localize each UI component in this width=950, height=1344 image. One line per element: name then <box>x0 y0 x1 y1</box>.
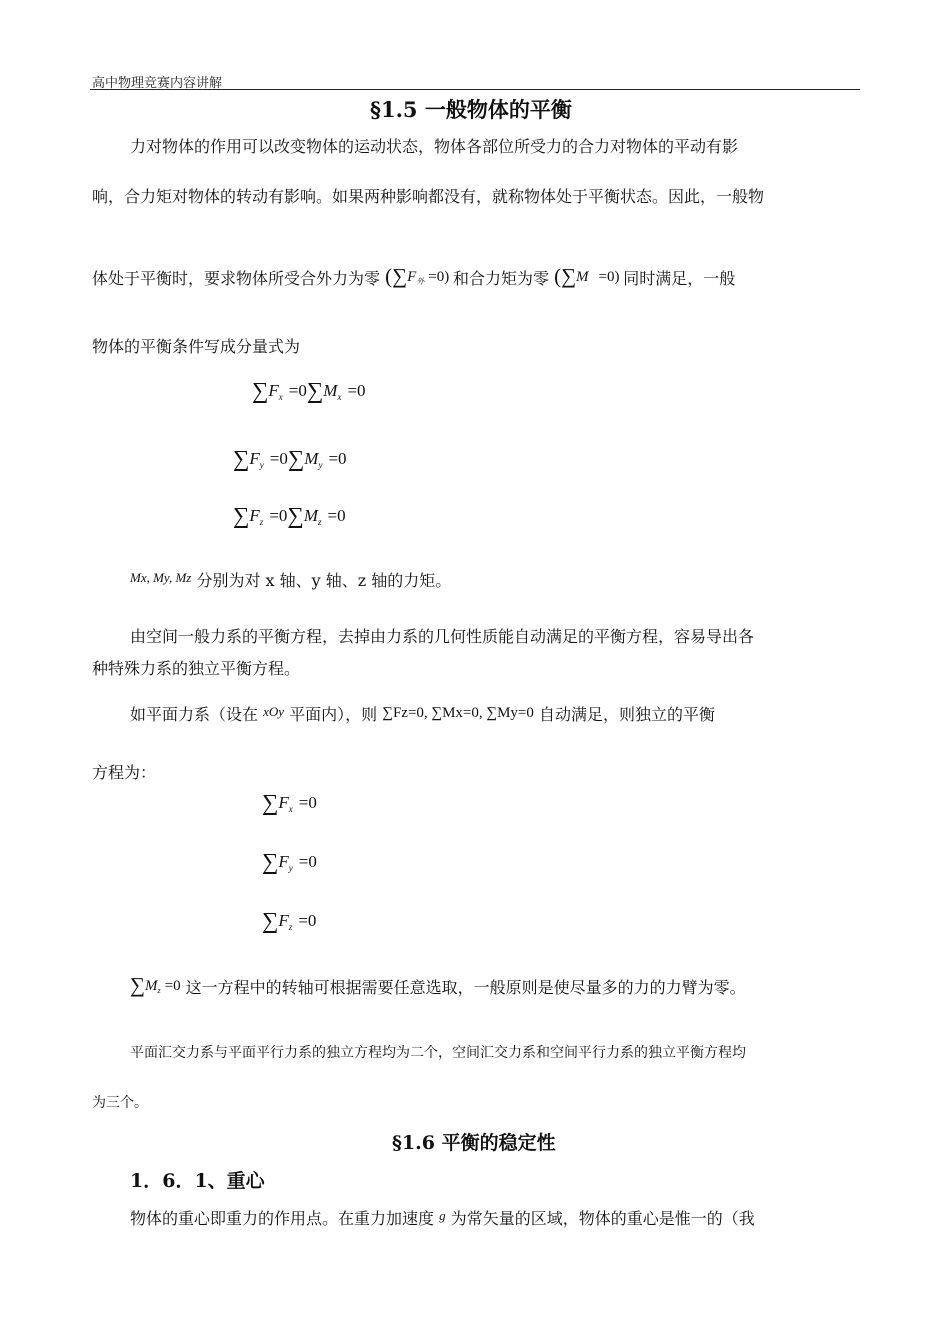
net-moment-zero-equation <box>554 264 623 288</box>
rhs: =0 <box>298 793 317 812</box>
rhs: =0 <box>269 449 288 468</box>
text-segment: 分别为对 x 轴、y 轴、z 轴的力矩。 <box>196 571 452 590</box>
sigma-symbol: ∑ <box>287 446 305 471</box>
moment-symbols: Mx, My, Mz <box>130 570 192 585</box>
rhs: =0 <box>327 506 346 525</box>
running-header: 高中物理竞赛内容讲解 <box>92 76 223 91</box>
header-rule <box>90 89 860 90</box>
net-force-zero-equation <box>385 264 453 288</box>
rhs: =0 <box>298 911 317 930</box>
paragraph-line: 响，合力矩对物体的转动有影响。如果两种影响都没有，就称物体处于平衡状态。因此，一般物 <box>92 187 765 206</box>
text-segment: 同时满足，一般 <box>623 269 736 288</box>
subscript: z <box>288 922 293 932</box>
text-segment: 这一方程中的转轴可根据需要任意选取，一般原则是使尽量多的力的力臂为零。 <box>185 978 746 997</box>
auto-satisfied-equations: ∑Fz=0, ∑Mx=0, ∑My=0 <box>382 705 534 721</box>
var: F <box>278 852 289 871</box>
plane-label: xOy <box>263 704 285 719</box>
var: F <box>249 449 260 468</box>
sigma-symbol: ∑ <box>233 446 250 471</box>
subscript: z <box>157 986 161 995</box>
rhs: =0 <box>288 381 307 400</box>
sigma-symbol: ∑ <box>233 503 250 528</box>
section-title-1-5: §1.5 一般物体的平衡 <box>370 97 572 122</box>
paragraph-line: 方程为： <box>92 763 157 782</box>
paragraph-line: 物体的平衡条件写成分量式为 <box>92 337 301 356</box>
subscript: 外 <box>416 277 425 286</box>
rhs: =0 <box>347 381 366 400</box>
paragraph-line <box>130 1206 755 1229</box>
sigma-symbol: (∑ <box>554 264 577 288</box>
sigma-symbol: ∑ <box>252 378 269 403</box>
note-line: 平面汇交力系与平面平行力系的独立方程均为二个，空间汇交力系和空间平行力系的独立平衡方程均 <box>130 1045 746 1061</box>
rhs: =0 <box>298 852 317 871</box>
subscript: z <box>317 517 322 527</box>
note-line: 为三个。 <box>92 1095 148 1111</box>
var: M <box>304 449 319 468</box>
rhs: =0) <box>598 269 620 285</box>
paragraph-line-with-equations <box>92 264 735 289</box>
equation-row-x <box>252 378 366 404</box>
var: F <box>278 911 289 930</box>
moments-definition-line <box>130 568 451 591</box>
rhs: =0) <box>428 269 450 285</box>
var: F <box>278 793 289 812</box>
subscript: x <box>337 392 342 402</box>
gravity-symbol: g <box>439 1208 446 1223</box>
subscript: y <box>318 460 323 470</box>
plane-equation-fy <box>262 849 317 875</box>
sigma-symbol: ∑ <box>262 908 279 933</box>
var: F <box>407 269 417 285</box>
var: M <box>576 269 589 285</box>
equation-row-y <box>233 446 347 472</box>
var: M <box>303 506 318 525</box>
paragraph-line: 由空间一般力系的平衡方程，去掉由力系的几何性质能自动满足的平衡方程，容易导出各 <box>130 627 755 646</box>
paragraph-line: 种特殊力系的独立平衡方程。 <box>92 659 301 678</box>
subscript: x <box>288 804 293 814</box>
subscript: y <box>288 863 293 873</box>
equation-row-z <box>233 503 346 529</box>
plane-equation-fz <box>262 908 316 934</box>
sigma-symbol: ∑ <box>262 790 279 815</box>
rhs: =0 <box>328 449 347 468</box>
paragraph-line-with-equations <box>130 702 715 725</box>
var: M <box>323 381 338 400</box>
text-segment: 平面内），则 <box>289 705 378 724</box>
sigma-symbol: ∑ <box>287 503 304 528</box>
mz-equation <box>130 973 181 997</box>
text-segment: 如平面力系（设在 <box>130 705 259 724</box>
subsection-title-center-of-gravity: 1．6．1、重心 <box>130 1170 265 1192</box>
text-segment: 为常矢量的区域，物体的重心是惟一的（我 <box>450 1209 755 1228</box>
subscript: y <box>259 460 264 470</box>
rhs: =0 <box>269 506 288 525</box>
subscript: x <box>278 392 283 402</box>
var: F <box>249 506 260 525</box>
section-title-1-6: §1.6 平衡的稳定性 <box>392 1132 556 1154</box>
plane-equation-fx <box>262 790 317 816</box>
text-segment: 体处于平衡时，要求物体所受合外力为零 <box>92 269 381 288</box>
text-segment: 和合力矩为零 <box>452 269 549 288</box>
sigma-symbol: ∑ <box>306 378 324 403</box>
moment-equation-line <box>130 973 746 998</box>
text-segment: 自动满足，则独立的平衡 <box>538 705 715 724</box>
text-segment: 物体的重心即重力的作用点。在重力加速度 <box>130 1209 435 1228</box>
sigma-symbol: ∑ <box>130 973 145 997</box>
rhs: =0 <box>164 978 181 994</box>
var: F <box>268 381 279 400</box>
var: M <box>144 978 158 994</box>
paragraph-line: 力对物体的作用可以改变物体的运动状态，物体各部位所受力的合力对物体的平动有影 <box>130 137 739 156</box>
subscript: z <box>259 517 264 527</box>
sigma-symbol: ∑ <box>262 849 279 874</box>
sigma-symbol: (∑ <box>385 264 408 288</box>
